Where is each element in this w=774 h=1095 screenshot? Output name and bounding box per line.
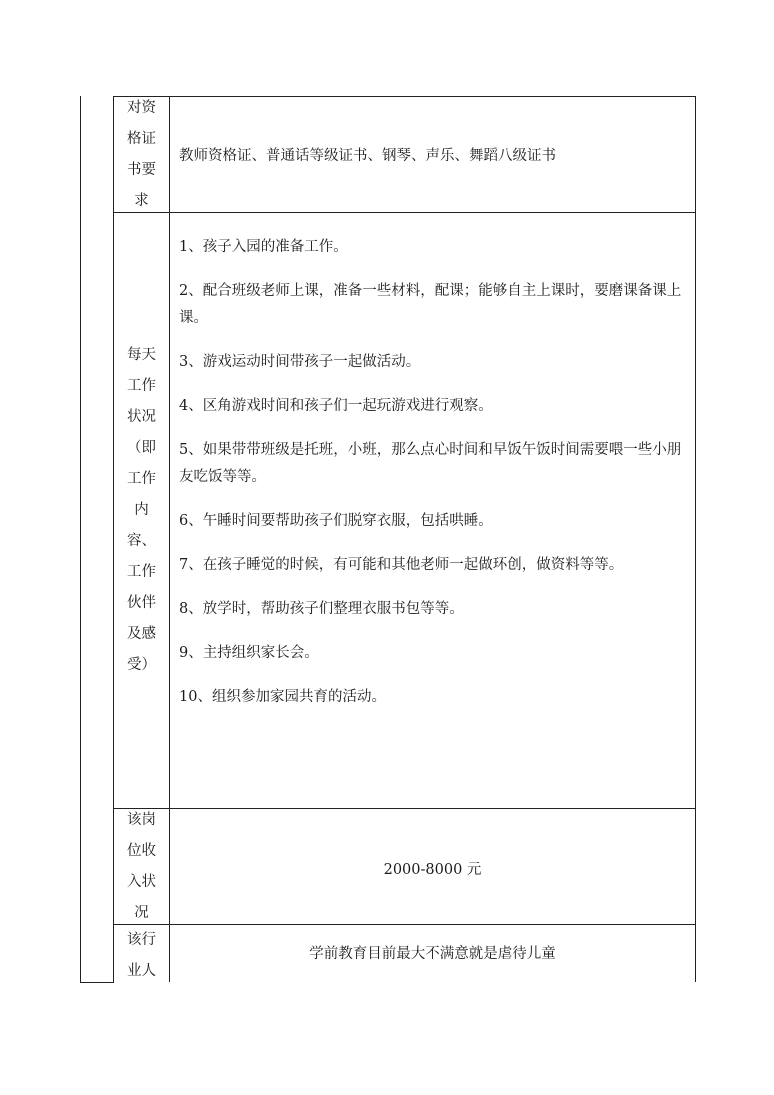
industry-value: 学前教育目前最大不满意就是虐待儿童 <box>309 946 556 962</box>
job-info-table <box>113 96 696 982</box>
industry-label: 该行业人 <box>114 925 170 982</box>
duty-item: 10、组织参加家园共育的活动。 <box>179 689 386 705</box>
row-daily-work <box>114 213 695 809</box>
duty-item: 7、在孩子睡觉的时候，有可能和其他老师一起做环创，做资料等等。 <box>179 557 624 573</box>
duty-list <box>179 234 687 728</box>
duty-item: 5、如果带带班级是托班，小班，那么点心时间和早饭午饭时间需要喂一些小朋友吃饭等等。 <box>179 442 682 485</box>
income-value: 2000-8000 元 <box>383 862 482 878</box>
duty-item: 4、区角游戏时间和孩子们一起玩游戏进行观察。 <box>179 398 493 414</box>
duty-item: 1、孩子入园的准备工作。 <box>179 239 348 255</box>
duty-item: 6、午睡时间要帮助孩子们脱穿衣服，包括哄睡。 <box>179 513 493 529</box>
outer-blank-column <box>80 96 114 983</box>
certificate-requirements-label: 对资格证书要求 <box>114 97 170 212</box>
row-certificate-requirements <box>114 97 695 213</box>
duty-item: 3、游戏运动时间带孩子一起做活动。 <box>179 354 421 370</box>
row-industry <box>114 925 695 982</box>
duty-item: 2、配合班级老师上课，准备一些材料，配课；能够自主上课时，要磨课备课上课。 <box>179 283 682 326</box>
daily-work-content <box>170 213 695 808</box>
row-income <box>114 809 695 925</box>
duty-item: 9、主持组织家长会。 <box>179 645 319 661</box>
certificate-requirements-value: 教师资格证、普通话等级证书、钢琴、声乐、舞蹈八级证书 <box>179 148 556 164</box>
income-label: 该岗位收入状况 <box>114 809 170 924</box>
duty-item: 8、放学时，帮助孩子们整理衣服书包等等。 <box>179 601 464 617</box>
daily-work-label: 每天工作状况（即工作内容、工作伙伴及感受） <box>114 213 170 808</box>
